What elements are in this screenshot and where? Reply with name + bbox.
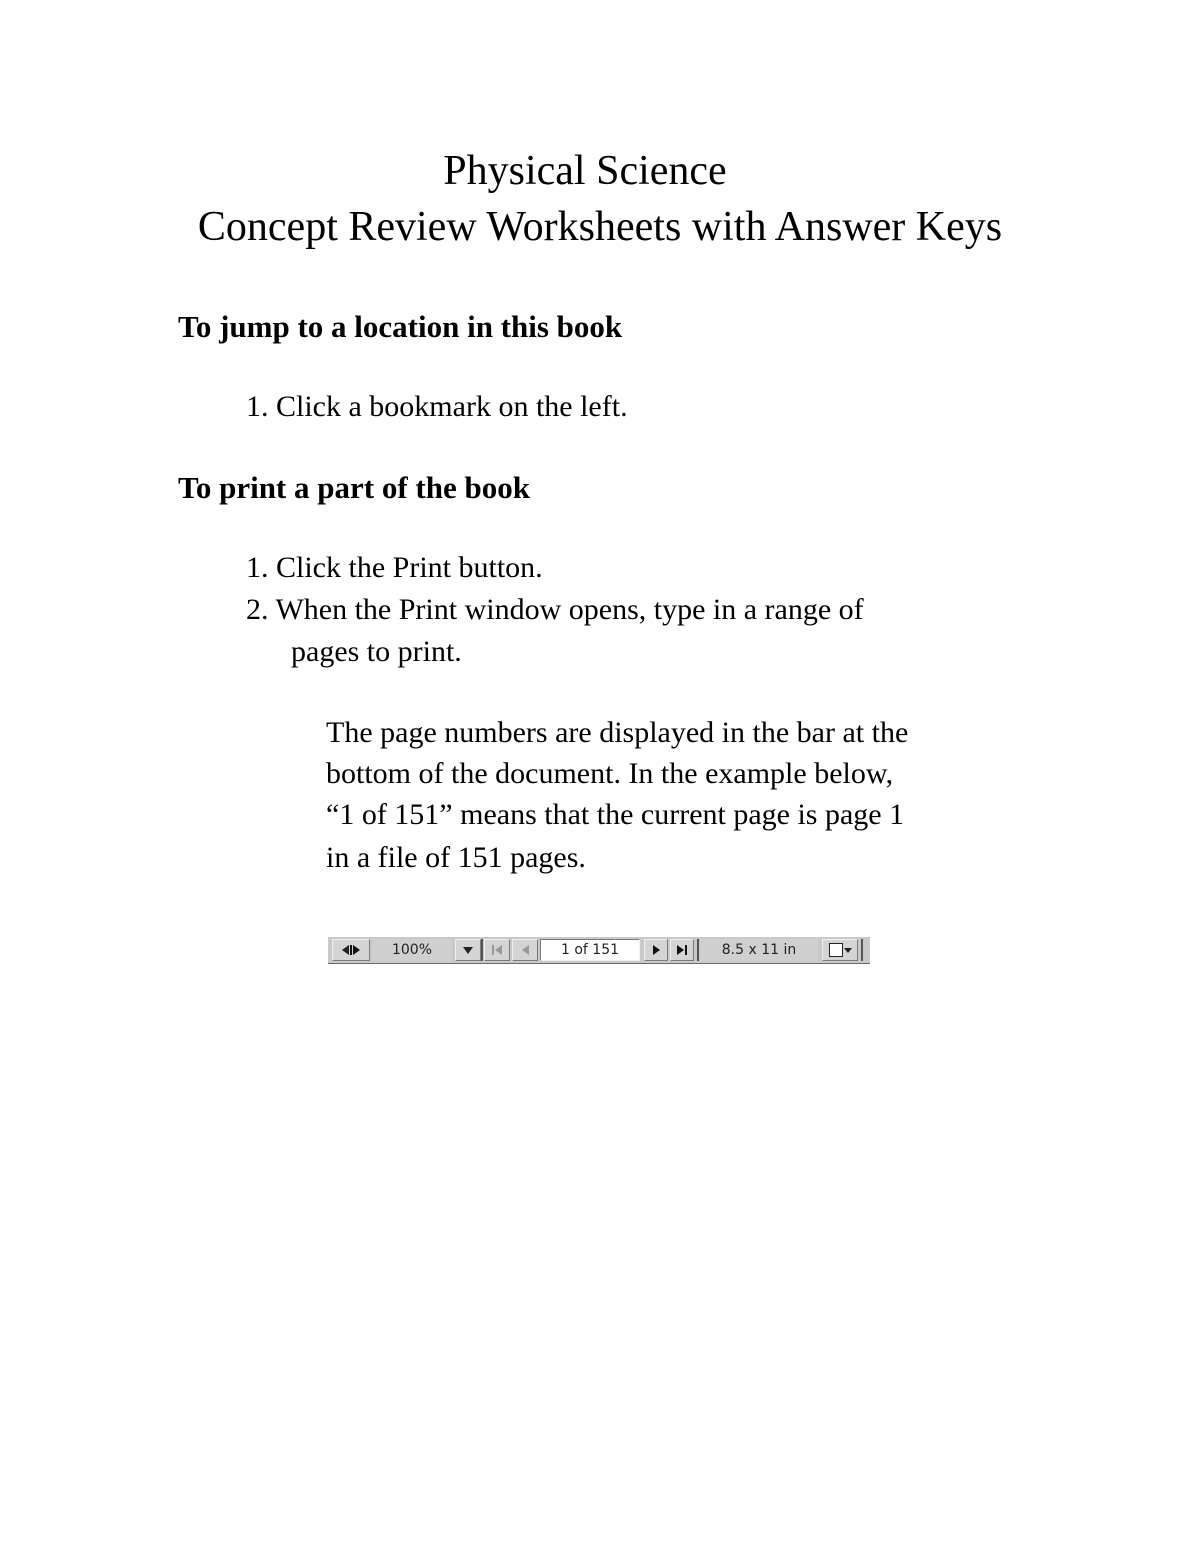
document-subtitle: Concept Review Worksheets with Answer Keys <box>197 204 1003 250</box>
step-print-2: 2. When the Print window opens, type in a range of <box>246 593 864 626</box>
page-indicator: 1 of 151 <box>540 939 640 961</box>
dropdown-arrow-icon <box>455 939 481 961</box>
document-title: Physical Science <box>443 148 727 194</box>
resize-handle-icon <box>332 939 370 961</box>
status-divider <box>697 939 699 961</box>
status-divider <box>861 939 863 961</box>
note-line-2: bottom of the document. In the example below, <box>326 757 894 790</box>
status-divider <box>481 939 483 961</box>
note-line-4: in a file of 151 pages. <box>326 841 586 874</box>
note-line-1: The page numbers are displayed in the bar at the <box>326 716 909 749</box>
section-heading-jump: To jump to a location in this book <box>178 309 623 344</box>
step-jump-1: 1. Click a bookmark on the left. <box>246 390 628 423</box>
page-size: 8.5 x 11 in <box>700 939 818 961</box>
next-page-icon <box>644 939 668 961</box>
note-line-3: “1 of 151” means that the current page is page 1 <box>326 798 905 831</box>
last-page-icon <box>670 939 694 961</box>
step-print-2-continued: pages to print. <box>291 635 462 668</box>
step-print-1: 1. Click the Print button. <box>246 551 543 584</box>
first-page-icon <box>484 939 510 961</box>
previous-page-icon <box>512 939 538 961</box>
acrobat-status-bar-example <box>328 936 870 964</box>
zoom-level: 100% <box>372 939 452 961</box>
page-layout-icon <box>822 939 858 961</box>
section-heading-print: To print a part of the book <box>178 470 530 505</box>
